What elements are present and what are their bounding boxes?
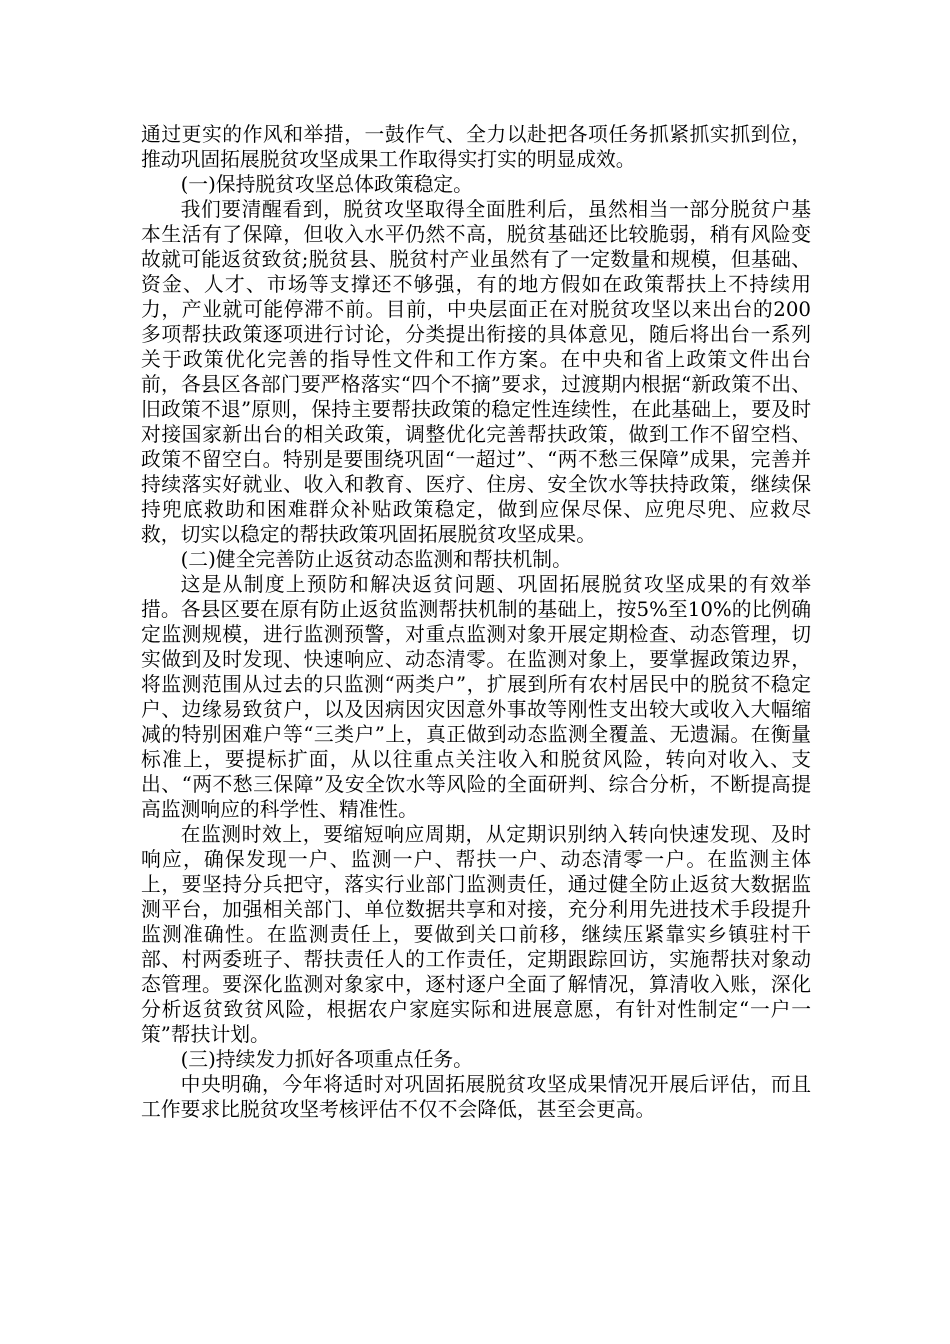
paragraph-intro-continued: 通过更实的作风和举措，一鼓作气、全力以赴把各项任务抓紧抓实抓到位，推动巩固拓展脱贫攻坚成果工作取得实打实的明显成效。 — [141, 123, 811, 171]
section-heading-2: (二)健全完善防止返贫动态监测和帮扶机制。 — [180, 548, 572, 571]
section-heading-1: (一)保持脱贫攻坚总体政策稳定。 — [180, 173, 473, 196]
paragraph-monitoring-mechanism: 这是从制度上预防和解决返贫问题、巩固拓展脱贫攻坚成果的有效举措。各县区要在原有防止返贫监测帮扶机制的基础上，按5%至10%的比例确定监测规模，进行监测预警，对重点监测对象开展定期检查、动态管理，切实做到及时发现、快速响应、动态清零。在监测对象上，要掌握政策边界，将监测范围从过去的只监测“两类户”，扩展到所有农村居民中的脱贫不稳定户、边缘易致贫户，以及因病因灾因意外事故等刚性支出较大或收入大幅缩减的特别困难户等“三类户”上，真正做到动态监测全覆盖、无遗漏。在衡量标准上，要提标扩面，从以往重点关注收入和脱贫风险，转向对收入、支出、“两不愁三保障”及安全饮水等风险的全面研判、综合分析，不断提高提高监测响应的科学性、精准性。 — [141, 573, 811, 821]
paragraph-key-tasks: 中央明确，今年将适时对巩固拓展脱贫攻坚成果情况开展后评估，而且工作要求比脱贫攻坚考核评估不仅不会降低，甚至会更高。 — [141, 1073, 811, 1121]
paragraph-monitoring-timeliness: 在监测时效上，要缩短响应周期，从定期识别纳入转向快速发现、及时响应，确保发现一户、监测一户、帮扶一户、动态清零一户。在监测主体上，要坚持分兵把守，落实行业部门监测责任，通过健全防止返贫大数据监测平台，加强相关部门、单位数据共享和对接，充分利用先进技术手段提升监测准确性。在监测责任上，要做到关口前移，继续压紧靠实乡镇驻村干部、村两委班子、帮扶责任人的工作责任，定期跟踪回访，实施帮扶对象动态管理。要深化监测对象家中，逐村逐户全面了解情况，算清收入账，深化分析返贫致贫风险，根据农户家庭实际和进展意愿，有针对性制定“一户一策”帮扶计划。 — [141, 823, 811, 1046]
paragraph-policy-stability: 我们要清醒看到，脱贫攻坚取得全面胜利后，虽然相当一部分脱贫户基本生活有了保障，但收入水平仍然不高，脱贫基础还比较脆弱，稍有风险变故就可能返贫致贫;脱贫县、脱贫村产业虽然有了一定数量和规模，但基础、资金、人才、市场等支撑还不够强，有的地方假如在政策帮扶上不持续用力，产业就可能停滞不前。目前，中央层面正在对脱贫攻坚以来出台的200多项帮扶政策逐项进行讨论，分类提出衔接的具体意见，随后将出台一系列关于政策优化完善的指导性文件和工作方案。在中央和省上政策文件出台前，各县区各部门要严格落实“四个不摘”要求，过渡期内根据“新政策不出、旧政策不退”原则，保持主要帮扶政策的稳定性连续性，在此基础上，要及时对接国家新出台的相关政策，调整优化完善帮扶政策，做到工作不留空档、政策不留空白。特别是要围绕巩固“一超过”、“两不愁三保障”成果，完善并持续落实好就业、收入和教育、医疗、住房、安全饮水等扶持政策，继续保持兜底救助和困难群众补贴政策稳定，做到应保尽保、应兜尽兜、应救尽救，切实以稳定的帮扶政策巩固拓展脱贫攻坚成果。 — [141, 198, 811, 546]
document-page — [141, 122, 811, 1122]
section-heading-3: (三)持续发力抓好各项重点任务。 — [180, 1048, 473, 1071]
